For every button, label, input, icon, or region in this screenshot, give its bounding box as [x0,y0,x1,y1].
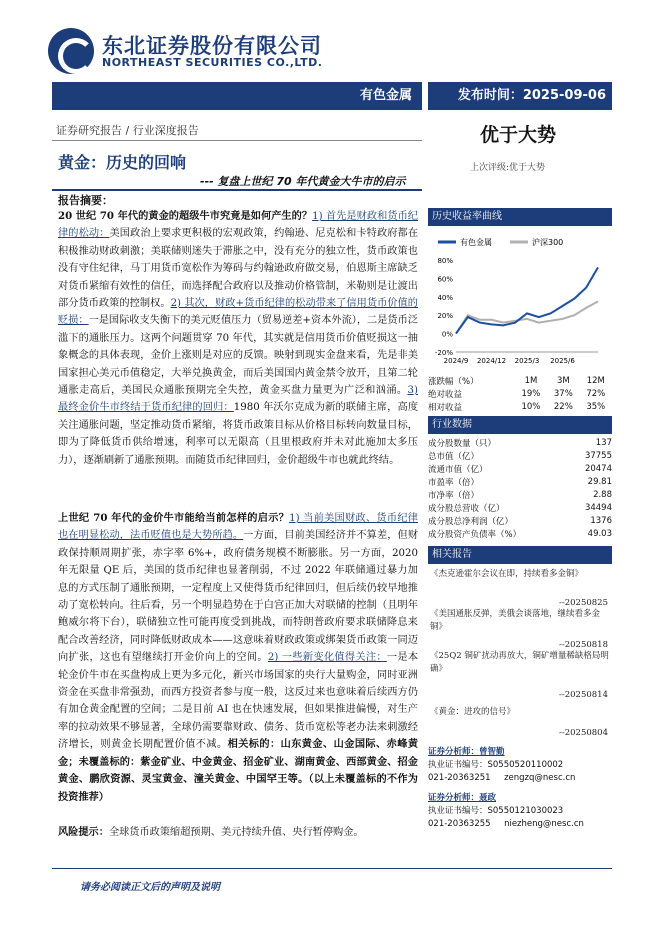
analyst-name: 证券分析师：聂政 [428,793,497,803]
risk-label: 风险提示： [58,826,109,838]
industry-value: 137 [595,437,612,448]
p2-point-1-text: 一方面，目前美国经济并不算差，但财政保持顺周期扩张，赤字率 6%+，政府债务规模不断膨胀。另一方面，2020 年无限量 QE 后，美国的货币纪律也显著削弱，不过 2022 年联储通过暴力加息的方式压制了通胀预期，一定程度上又使得货币纪律回归，但后续仍较早地推动了宽松转向。往后看，另一个明显趋势在于白宫正加大对联储的控制（且明年鲍威尔将下台），联储独立性可能再度受到挑战，而特朗普政府要求联储降息来配合改善经济，同时降低财政成本——这意味着财政政策或绑架货币政策一同迈向扩张，这也有望继续打开金价向上的空间。 [58,530,419,664]
perf-cell: 72% [586,388,606,399]
company-name-cn: 东北证券股份有限公司 [102,34,322,58]
industry-value: 34494 [584,502,612,513]
analyst-block [428,792,612,831]
industry-label: 成分股总营收（亿） [428,503,505,514]
industry-value: 2.88 [593,489,612,500]
related-report-link[interactable]: 《黄金：进攻的信号》 [430,707,516,717]
perf-header-cell: 涨跌幅（%） [428,376,479,387]
perf-cell: 19% [521,388,541,399]
industry-value: 37755 [584,450,612,461]
perf-header-cell: 1M [524,375,538,386]
related-report-date: --20250825 [558,598,608,608]
p2-point-1-lead: 1) 当前美国财政、货币纪律也在明显松动，法币贬值也是大势所趋。 [58,513,418,542]
chart-heading: 历史收益率曲线 [428,208,612,226]
industry-bar [52,82,422,110]
perf-header-row [428,374,612,387]
summary-heading: 报告摘要： [58,194,113,207]
related-report-link[interactable]: 《杰克逊霍尔会议在即，持续看多金铜》 [430,569,584,579]
legend-label-1: 有色金属 [460,238,492,247]
perf-row [428,400,612,413]
industry-row [428,462,612,475]
industry-label: 市盈率（倍） [428,477,480,488]
y-tick-label: 80% [437,257,453,265]
industry-row [428,527,612,540]
industry-label: 总市值（亿） [428,451,480,462]
related-report-link[interactable]: 《25Q2 铜矿扰动再放大，铜矿增量稀缺格局明确》 [430,651,609,674]
industry-value: 20474 [584,463,612,474]
related-report-link[interactable]: 《美国通胀反弹，美俄会谈落地，继续看多金铜》 [430,609,601,632]
question-2: 上世纪 70 年代的金价牛市能给当前怎样的启示？ [58,512,290,524]
analyst-email[interactable]: niezheng@nesc.cn [504,819,584,829]
perf-row [428,387,612,400]
analyst-block [428,746,612,785]
y-tick-label: 40% [437,293,453,302]
industry-row [428,449,612,462]
y-tick-label: 60% [437,275,453,284]
y-tick-label: 20% [437,312,453,321]
point-2-text: 一是国际收支失衡下的美元贬值压力（贸易逆差+资本外流），二是货币泛滥下的通胀压力。这两个问题贯穿 70 年代，其实就是信用货币价值贬损这一抽象概念的具体表现，金价上涨则是对应的反馈。映射到现实金盘来看，先是非美国家担心美元币值稳定，大举兑换黄金，而后美国国内黄金禁令放开，且第二轮通胀走高后，美国民众通胀预期完全失控，黄金买盘力量更为广泛和汹涌。 [58,315,418,397]
risk-warning [58,824,418,841]
perf-cell: 绝对收益 [428,389,463,400]
p2-point-2-text: 一是本轮金价牛市在买盘构成上更为多元化，新兴市场国家的央行大量购金，同时亚洲资金在买盘非常强劲，而西方投资者参与度一般，这反过来也意味着后续西方仍有加仓黄金配置的空间；二是目前 AI 也在快速发展，但如果推进偏慢，对生产率的拉动效果不够显著，全球仍需要靠财政、债务、货币宽松等老办法来刺激经济增长，则黄金长期配置价值不减。 [58,652,419,751]
footer-divider [52,868,612,869]
perf-header-cell: 12M [586,375,605,386]
x-tick-label: 2025/3 [514,357,540,365]
paragraph-2 [58,510,418,806]
publish-date: 发布时间：2025-09-06 [457,88,606,103]
question-1: 20 世纪 70 年代的黄金的超级牛市究竟是如何产生的？ [58,210,313,222]
industry-label: 市净率（倍） [428,490,480,501]
related-stocks: 相关标的：山东黄金、山金国际、赤峰黄金；未覆盖标的：紫金矿业、中金黄金、招金矿业、湖南黄金、西部黄金、招金黄金、鹏欣资源、灵宝黄金、潼关黄金、中国罕王等。（以上未覆盖标的不作为投资推荐） [58,738,419,803]
paragraph-1 [58,208,418,469]
industry-value: 29.81 [587,476,612,487]
related-report-date: --20250804 [558,728,608,738]
point-1-text: 美国政治上要求更积极的宏观政策，约翰逊、尼克松和卡特政府都在积极推动财政刺激；美联储则迷失于滞胀之中，没有充分的独立性，货币政策也没有守住纪律，马丁用货币宽松作为筹码与约翰逊政府做交易，伯恩斯主席缺乏对货币紧缩有效性的信任，而选择配合政府以及推动价格管制，米勒则是让渡出部分货币政策的控制权。 [58,228,419,310]
x-tick-label: 2024/9 [443,357,469,365]
company-logo-icon [48,28,94,74]
industry-row [428,436,612,449]
analyst-email[interactable]: zengzq@nesc.cn [504,773,576,783]
point-3-lead: 3) 最终金价牛市终结于货币纪律的回归： [58,385,418,414]
related-report-date: --20250818 [558,640,608,650]
point-3-text: 1980 年沃尔克成为新的联储主席，高度关注通胀问题，坚定推动货币紧缩，将货币政策目标从价格目标转向数量目标，即为了降低货币供给增速，利率可以无限高（且里根政府并未对此施加太多压力），逐渐刷新了通胀预期。而随货币纪律回归，金价超级牛市也就此终结。 [58,402,419,466]
analyst-cert: 执业证书编号：S0550121030023 [428,806,564,816]
analyst-phone: 021-20363251 [428,773,491,783]
point-2-lead: 2) 其次，财政+货币纪律的松动带来了信用货币价值的贬损： [58,298,418,327]
industry-value: 1376 [590,515,612,526]
return-chart [428,228,612,370]
series-line [456,267,598,333]
perf-cell: 35% [586,401,606,412]
rating: 优于大势 [480,124,557,146]
analyst-name: 证券分析师：曾智勤 [428,747,505,757]
y-tick-label: 0% [441,330,453,339]
industry-label: 流通市值（亿） [428,464,488,475]
x-tick-label: 2024/12 [476,357,507,365]
related-reports-heading: 相关报告 [428,546,612,564]
perf-header-cell: 3M [556,375,570,386]
industry-row [428,488,612,501]
perf-cell: 22% [553,401,573,412]
x-tick-label: 2025/6 [550,357,575,365]
industry-row [428,475,612,488]
analyst-phone: 021-20363255 [428,819,491,829]
analyst-cert: 执业证书编号：S0550520110002 [428,760,564,770]
last-rating: 上次评级:优于大势 [470,163,546,173]
perf-cell: 相对收益 [428,402,463,413]
p2-point-2-lead: 2) 一些新变化值得关注： [267,652,387,664]
industry-label: 成分股资产负债率（%） [428,529,522,540]
perf-cell: 37% [553,388,573,399]
series-line [456,301,598,333]
y-tick-label: -20% [434,349,453,357]
industry-heading: 行业数据 [428,416,612,434]
point-1-lead: 1) 首先是财政和货币纪律的松动： [58,211,418,240]
page-title: 黄金：历史的回响 [58,153,187,172]
publish-bar [428,82,612,110]
performance-table [428,374,612,413]
industry-value: 49.03 [587,528,612,539]
divider [52,140,422,141]
industry-label: 有色金属 [359,88,412,103]
industry-label: 成分股数量（只） [428,438,497,449]
risk-text: 全球货币政策缩超预期、美元持续升值、央行暂停购金。 [108,827,364,838]
breadcrumb: 证券研究报告 / 行业深度报告 [56,124,199,137]
return-chart-svg [428,228,612,370]
industry-row [428,514,612,527]
footer-note: 请务必阅读正文后的声明及说明 [80,882,220,893]
page-subtitle: --- 复盘上世纪 70 年代黄金大牛市的启示 [200,175,406,188]
industry-label: 成分股总净利润（亿） [428,516,514,527]
title-divider [52,189,422,191]
industry-row [428,501,612,514]
industry-table [428,436,612,540]
related-report-date: --20250814 [558,690,608,700]
legend-label-2: 沪深300 [532,238,564,247]
company-name-en: NORTHEAST SECURITIES CO.,LTD. [102,56,323,69]
perf-cell: 10% [521,401,541,412]
